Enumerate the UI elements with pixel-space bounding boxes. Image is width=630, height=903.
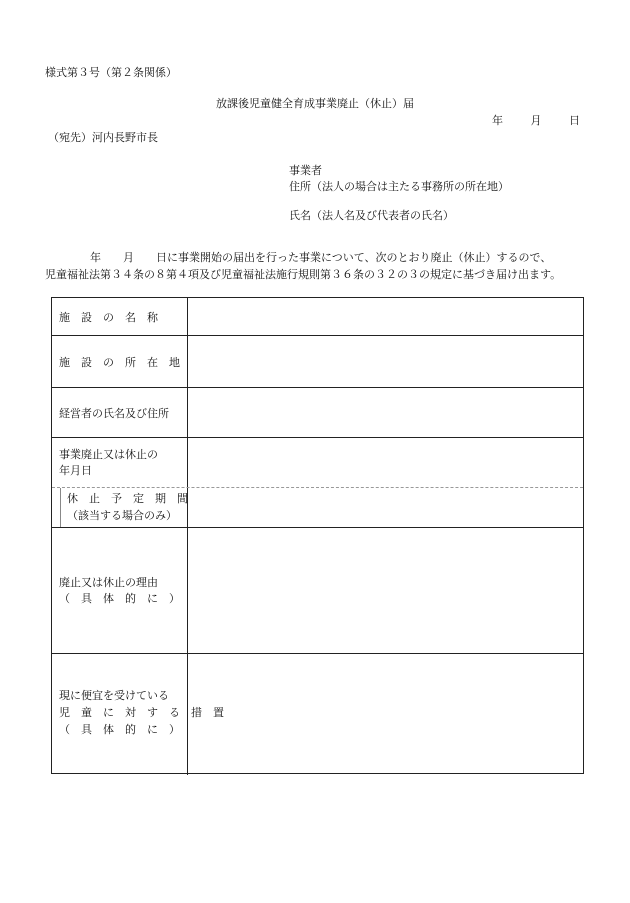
form-number: 様式第３号（第２条関係） bbox=[45, 66, 177, 79]
suspension-period-row bbox=[52, 488, 583, 528]
measures-label-line-1: 現に便宜を受けている bbox=[59, 689, 169, 702]
date-month-label: 月 bbox=[530, 114, 542, 127]
facility-location-label-cell bbox=[52, 336, 188, 387]
measures-row bbox=[52, 654, 583, 775]
operator-row bbox=[52, 388, 583, 438]
facility-location-field[interactable] bbox=[188, 336, 583, 387]
measures-label-cell bbox=[52, 654, 224, 775]
suspension-period-subcell bbox=[60, 488, 187, 527]
facility-name-row bbox=[52, 298, 583, 336]
reason-field[interactable] bbox=[188, 528, 583, 653]
reason-label-note: （ 具 体 的 に ） bbox=[59, 592, 180, 605]
applicant-name-label: 氏名（法人名及び代表者の氏名） bbox=[289, 209, 454, 222]
suspension-period-label-cell bbox=[52, 488, 188, 527]
operator-label-cell bbox=[52, 388, 188, 437]
suspension-period-field[interactable] bbox=[188, 488, 583, 527]
facility-location-row bbox=[52, 336, 583, 388]
facility-name-label: 施 設 の 名 称 bbox=[59, 311, 158, 324]
measures-field[interactable] bbox=[188, 654, 583, 775]
closure-date-label-line-2: 年月日 bbox=[59, 464, 92, 477]
addressee: （宛先）河内長野市長 bbox=[48, 131, 158, 144]
measures-label-line-2: 児 童 に 対 す る 措 置 bbox=[59, 706, 224, 719]
closure-date-label-cell bbox=[52, 438, 188, 487]
facility-name-field[interactable] bbox=[188, 298, 583, 335]
document-title: 放課後児童健全育成事業廃止（休止）届 bbox=[216, 97, 414, 110]
facility-name-label-cell bbox=[52, 298, 188, 335]
submission-date bbox=[492, 114, 580, 128]
applicant-address-label: 住所（法人の場合は主たる事務所の所在地） bbox=[289, 180, 509, 193]
reason-label-cell bbox=[52, 528, 188, 653]
reason-row bbox=[52, 528, 583, 654]
operator-label: 経営者の氏名及び住所 bbox=[59, 407, 169, 420]
applicant-label: 事業者 bbox=[289, 164, 322, 177]
reason-label: 廃止又は休止の理由 bbox=[59, 576, 158, 589]
date-year-label: 年 bbox=[492, 114, 503, 127]
statement-line-1: 年 月 日に事業開始の届出を行った事業について、次のとおり廃止（休止）するので、 bbox=[90, 251, 552, 264]
facility-location-label: 施 設 の 所 在 地 bbox=[59, 356, 180, 369]
operator-field[interactable] bbox=[188, 388, 583, 437]
closure-date-field[interactable] bbox=[188, 438, 583, 487]
suspension-period-note: （該当する場合のみ） bbox=[67, 509, 177, 522]
statement-line-2: 児童福祉法第３４条の８第４項及び児童福祉法施行規則第３６条の３２の３の規定に基づき届け出ます。 bbox=[45, 268, 562, 281]
date-day-label: 日 bbox=[569, 114, 580, 127]
notification-form-table bbox=[51, 297, 584, 774]
suspension-period-label: 休 止 予 定 期 間 bbox=[67, 492, 188, 505]
measures-label-line-3: （ 具 体 的 に ） bbox=[59, 723, 180, 736]
closure-date-row bbox=[52, 438, 583, 488]
closure-date-label-line-1: 事業廃止又は休止の bbox=[59, 448, 158, 461]
